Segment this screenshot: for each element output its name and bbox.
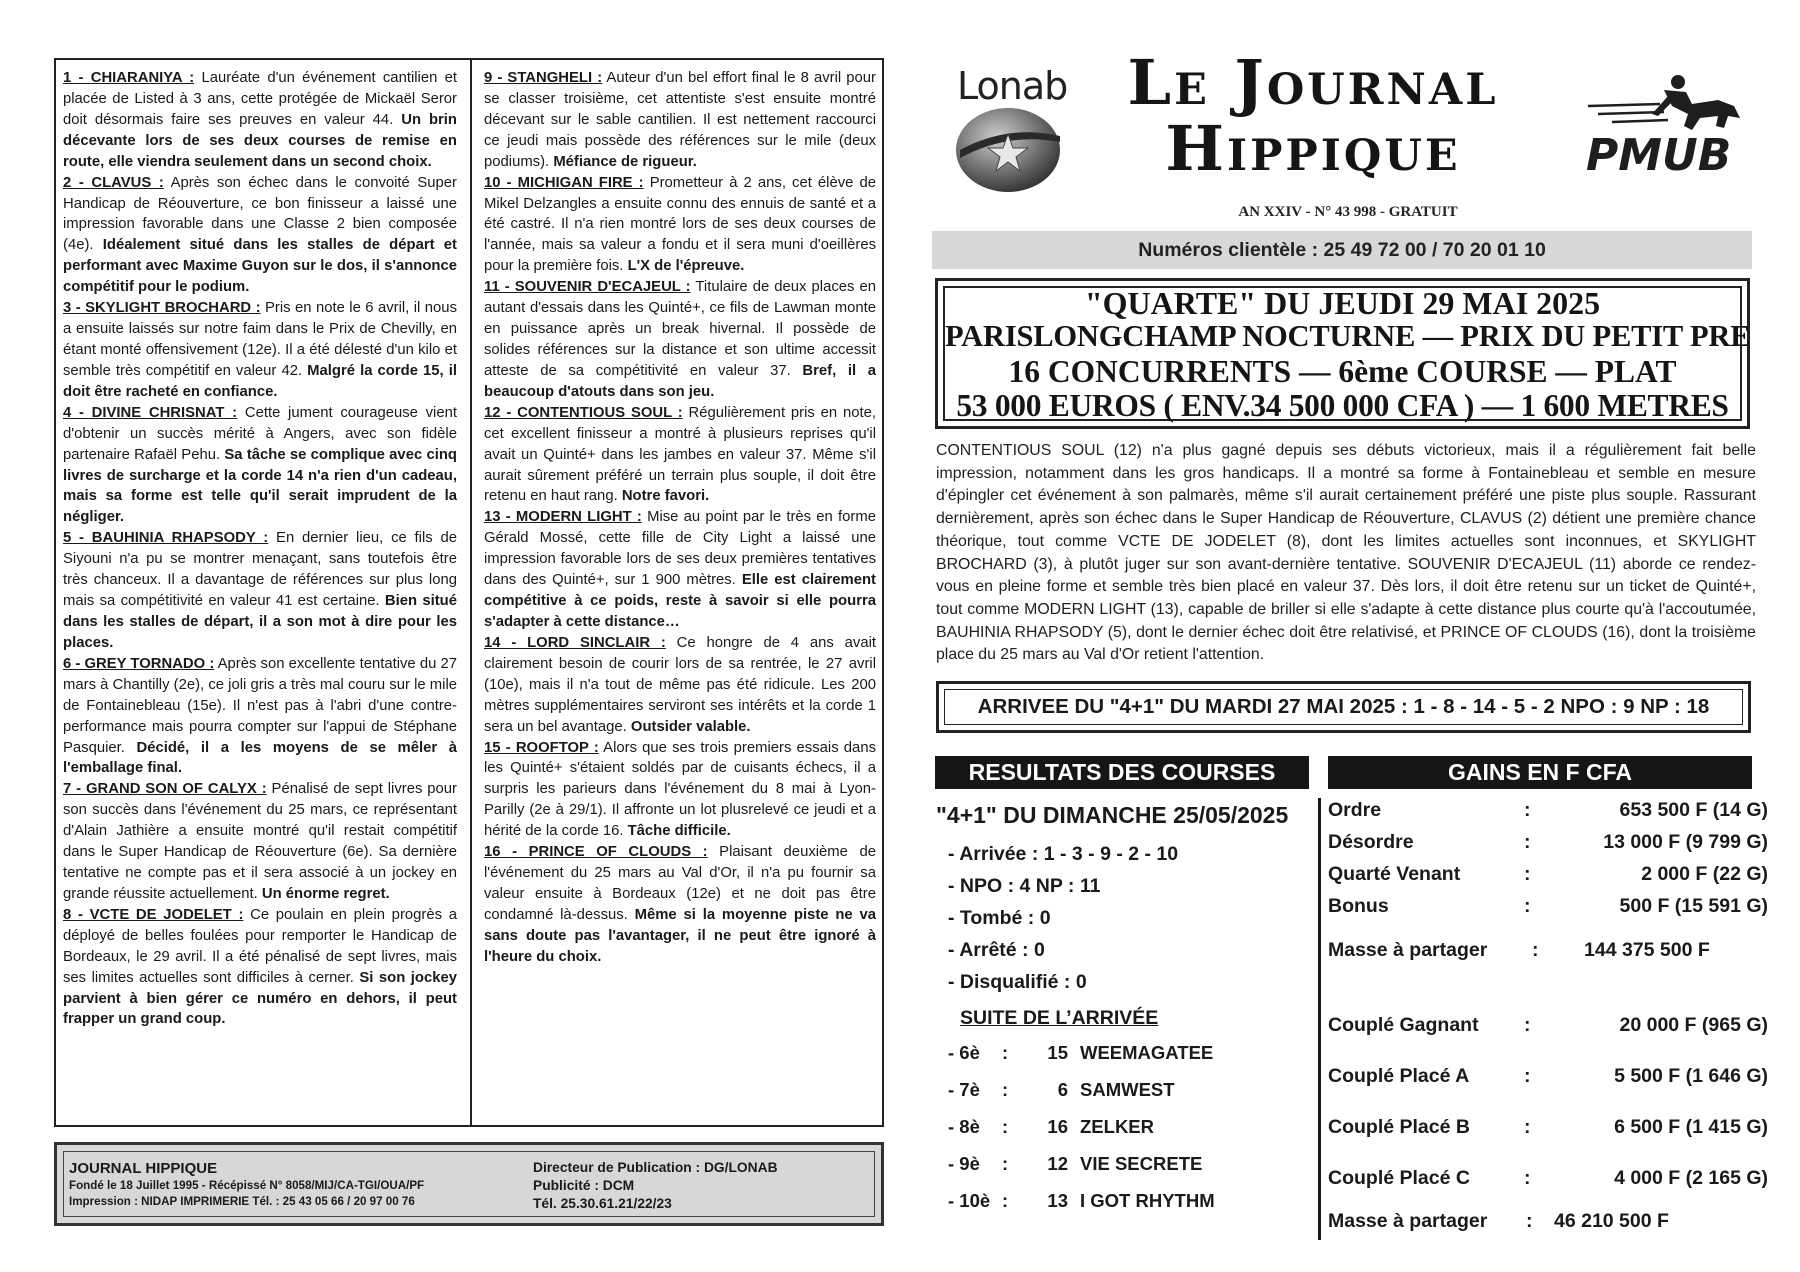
horse-verdict: Outsider valable.	[630, 718, 751, 735]
publication-footer	[54, 1142, 884, 1226]
suite-horse: WEEMAGATEE	[1080, 1042, 1214, 1063]
horse-comment: Après son échec dans le convoité Super Handicap de Réouverture, ce bon finisseur a laissé une impression favorable dans une Classe 2 bien composée (4e).	[63, 174, 457, 254]
horse-name: 13 - MODERN LIGHT :	[484, 509, 642, 526]
horse-verdict: Méfiance de rigueur.	[553, 153, 697, 170]
horse-name: 16 - PRINCE OF CLOUDS :	[484, 844, 708, 861]
horse-verdict: Elle est clairement compétitive à ce poids, reste à savoir si elle pourra s'adapter à cette distance…	[484, 572, 876, 630]
horse-name: 7 - GRAND SON OF CALYX :	[63, 781, 267, 798]
masthead-title-line-1: Le Journal	[1127, 46, 1499, 119]
horse-verdict: Tâche difficile.	[627, 823, 731, 840]
suite-colon: :	[1002, 1153, 1009, 1174]
gains-label: Quarté Venant	[1328, 863, 1461, 885]
gains-colon: :	[1524, 799, 1531, 821]
suite-rank: - 10è	[948, 1190, 991, 1211]
suite-horse: SAMWEST	[1080, 1079, 1175, 1100]
results-disqualifie: - Disqualifié : 0	[948, 971, 1087, 993]
horse-verdict: Un brin décevante lors de ses deux courses de remise en route, elle viendra seulement dans un second choix.	[63, 111, 457, 170]
suite-colon: :	[1002, 1190, 1009, 1211]
gains-value: 13 000 F (9 799 G)	[1603, 831, 1768, 853]
suite-rank: - 6è	[948, 1042, 980, 1063]
horse-comment: En dernier lieu, ce fils de Siyouni n'a pu se montrer menaçant, sans toutefois être très chanceux. Il a davantage de références sur plus long mais sa compétitivité en valeur 41 est certaine.	[63, 530, 458, 610]
gains-value: 6 500 F (1 415 G)	[1614, 1116, 1768, 1138]
gains-row	[1328, 939, 1768, 965]
lonab-logo-icon	[950, 106, 1070, 194]
horse-entry	[484, 68, 876, 173]
lonab-wordmark: Lonab	[957, 64, 1068, 108]
horse-verdict: Un énorme regret.	[261, 885, 390, 902]
results-arrivee: - Arrivée : 1 - 3 - 9 - 2 - 10	[948, 843, 1179, 865]
horse-name: 10 - MICHIGAN FIRE :	[484, 174, 644, 191]
gains-value: 4 000 F (2 165 G)	[1614, 1167, 1768, 1189]
quarte-purse-distance: 53 000 EUROS ( ENV.34 500 000 CFA ) — 1 600 METRES	[956, 388, 1729, 423]
suite-number: 12	[1047, 1153, 1068, 1174]
gains-row	[1328, 1065, 1768, 1091]
results-npo: - NPO : 4 NP : 11	[948, 875, 1101, 897]
suite-horse: ZELKER	[1080, 1116, 1154, 1137]
gains-label: Masse à partager	[1328, 939, 1488, 961]
gains-label: Couplé Placé A	[1328, 1065, 1470, 1087]
horse-name: 9 - STANGHELI :	[484, 70, 603, 86]
horse-verdict: Sa tâche se complique avec cinq livres de surcharge et la corde 14 n'a rien d'un cadeau, mais sa forme est telle qu'il serait imprudent de la négliger.	[63, 446, 457, 526]
column-divider	[470, 60, 472, 1125]
gains-label: Couplé Gagnant	[1328, 1014, 1479, 1036]
gains-row	[1328, 799, 1768, 825]
horse-entry	[63, 403, 457, 529]
horse-comment: Après son excellente tentative du 27 mars à Chantilly (2e), ce joli gris a très mal couru sur le mile de Fontainebleau (15e). Il n'est pas à l'abri d'une contre-performance mais pourra compter sur l'appui de Stéphane Pasquier.	[63, 655, 457, 756]
suite-rank: - 8è	[948, 1116, 980, 1137]
gains-row	[1328, 1014, 1768, 1040]
results-tombe: - Tombé : 0	[948, 907, 1051, 929]
horse-verdict: Notre favori.	[621, 488, 710, 505]
gains-colon: :	[1524, 895, 1531, 917]
suite-colon: :	[1002, 1042, 1009, 1063]
gains-colon: :	[1526, 1210, 1533, 1232]
suite-number: 16	[1047, 1116, 1068, 1137]
footer-director: Directeur de Publication : DG/LONAB	[533, 1160, 778, 1175]
horse-name: 2 - CLAVUS :	[63, 174, 164, 191]
gains-header: GAINS EN F CFA	[1328, 756, 1752, 789]
gains-row	[1328, 1116, 1768, 1142]
footer-telephone: Tél. 25.30.61.21/22/23	[533, 1196, 672, 1211]
gains-colon: :	[1524, 1014, 1531, 1036]
gains-colon: :	[1524, 863, 1531, 885]
suite-colon: :	[1002, 1116, 1009, 1137]
gains-value: 46 210 500 F	[1554, 1210, 1669, 1232]
horse-comment: Ce hongre de 4 ans avait clairement besoin de courir lors de sa rentrée, le 27 avril (10e), mais il n'a tout de même pas été ridicule. Les 200 mètres supplémentaires serviront ses intérêts et la corde 1 sera un bel avantage.	[484, 634, 876, 735]
gains-colon: :	[1524, 1065, 1531, 1087]
masthead-title	[1088, 46, 1538, 185]
gains-label: Ordre	[1328, 799, 1382, 821]
gains-colon: :	[1524, 1116, 1531, 1138]
suite-number: 15	[1047, 1042, 1068, 1063]
horse-comment: Cette jument courageuse vient d'obtenir un succès mérité à Angers, avec son fidèle partenaire Rafaël Pehu.	[63, 404, 457, 463]
gains-colon: :	[1524, 1167, 1531, 1189]
pmub-wordmark: PMUB	[1586, 130, 1732, 180]
quarte-venue-prize: PARISLONGCHAMP NOCTURNE — PRIX DU PETIT PRE	[945, 319, 1751, 353]
race-summary: CONTENTIOUS SOUL (12) n'a plus gagné depuis ses débuts victorieux, mais il a régulièrement fait belle impression, notamment dans les gros handicaps. Il a montré sa forme à Fontainebleau et semble en mesure d'épingler cet événement à son palmarès, même s'il aurait certainement préféré une piste plus souple. Rassurant dernièrement, après son échec dans le Super Handicap de Réouverture, CLAVUS (2) détient une première chance théorique, tout comme VCTE DE JODELET (8), dont les limites actuelles sont inconnues, et SKYLIGHT BROCHARD (3), à plutôt juger sur son avant-dernière tentative. SOUVENIR D'ECAJEUL (11) aborde ce rendez-vous en pleine forme et semble très bien placé en valeur 37. Dès lors, il doit être retenu sur un ticket de Quinté+, tout comme MODERN LIGHT (13), capable de briller si elle s'adapte à cette distance plus courte qu'à l'accoutumée, BAUHINIA RHAPSODY (5), dont le dernier échec doit être relativisé, et PRINCE OF CLOUDS (16), dont la troisième place du 25 mars au Val d'Or retient l'attention.	[936, 442, 1756, 664]
horse-verdict: Décidé, il a les moyens de se mêler à l'emballage final.	[63, 739, 458, 777]
horse-entry	[484, 738, 876, 843]
gains-colon: :	[1532, 939, 1539, 961]
commentary-column-1	[63, 68, 457, 1030]
gains-label: Couplé Placé C	[1328, 1167, 1470, 1189]
horse-verdict: Si son jockey parvient à bien gérer ce numéro en dehors, il peut frapper un grand coup.	[63, 969, 457, 1028]
horse-name: 6 - GREY TORNADO :	[63, 655, 215, 672]
footer-founded: Fondé le 18 Juillet 1995 - Récépissé N° 8058/MIJ/CA-TGI/OUA/PF	[69, 1179, 425, 1192]
horse-name: 1 - CHIARANIYA :	[63, 70, 195, 86]
gains-value: 2 000 F (22 G)	[1641, 863, 1768, 885]
horse-entry	[63, 905, 457, 1031]
gains-value: 500 F (15 591 G)	[1619, 895, 1768, 917]
horse-entry	[63, 173, 457, 299]
horse-name: 12 - CONTENTIOUS SOUL :	[484, 404, 683, 421]
results-arrete: - Arrêté : 0	[948, 939, 1045, 961]
horse-entry	[484, 842, 876, 968]
horse-entry	[484, 277, 876, 403]
gains-value: 5 500 F (1 646 G)	[1614, 1065, 1768, 1087]
horse-comment: Mise au point par le très en forme Gérald Mossé, cette fille de City Light a laissé une impression favorable lors de ses deux premières tentatives dans des Quinté+, sur 1 900 mètres.	[484, 509, 876, 589]
gains-value: 653 500 F (14 G)	[1619, 799, 1768, 821]
footer-contact-info	[533, 1159, 778, 1213]
horse-name: 8 - VCTE DE JODELET :	[63, 906, 244, 923]
horse-comment: Lauréate d'un événement cantilien et placée de Listed à 3 ans, cette protégée de Mickaël Seror doit désormais faire ses preuves en valeur 44.	[63, 70, 457, 128]
horse-comment: Alors que ses trois premiers essais dans les Quinté+ s'étaient soldés par de cuisants échecs, il a surpris les parieurs dans l'événement du 8 mai à Lyon-Parilly (2e à 29/1). Il affronte un lot plusrelevé ce jeudi et a hérité de la corde 16.	[484, 739, 876, 840]
footer-frame	[63, 1151, 875, 1217]
horse-comment: Ce poulain en plein progrès a déployé de belles foulées pour remporter le Handicap de Bordeaux, le 29 avril. Il a été pénalisé de sept livres, mais ses limites actuelles sont difficiles à cerner.	[63, 906, 457, 986]
horse-verdict: Malgré la corde 15, il doit être racheté en confiance.	[63, 362, 457, 400]
gains-row	[1328, 863, 1768, 889]
horse-entry	[63, 68, 457, 173]
results-header: RESULTATS DES COURSES	[935, 756, 1309, 789]
gains-value: 20 000 F (965 G)	[1619, 1014, 1768, 1036]
horse-name: 11 - SOUVENIR D'ECAJEUL :	[484, 279, 691, 296]
horse-entry	[63, 528, 457, 654]
gains-label: Couplé Placé B	[1328, 1116, 1470, 1138]
arrivee-result: ARRIVEE DU "4+1" DU MARDI 27 MAI 2025 : 1 - 8 - 14 - 5 - 2 NPO : 9 NP : 18	[944, 689, 1743, 725]
horse-verdict: Même si la moyenne piste ne va sans doute pas l'avantager, il ne peut être ignoré à l'heure du choix.	[484, 906, 876, 965]
footer-printing: Impression : NIDAP IMPRIMERIE Tél. : 25 43 05 66 / 20 97 00 76	[69, 1195, 415, 1208]
gains-row	[1328, 1167, 1768, 1193]
gains-colon: :	[1524, 831, 1531, 853]
horse-name: 15 - ROOFTOP :	[484, 739, 599, 756]
gains-row	[1328, 831, 1768, 857]
commentary-column-2	[484, 68, 876, 968]
masthead-title-line-2: Hippique	[1165, 112, 1461, 185]
suite-arrivee-title: SUITE DE L’ARRIVÉE	[960, 1007, 1159, 1029]
horse-name: 14 - LORD SINCLAIR :	[484, 634, 666, 651]
gains-value: 144 375 500 F	[1584, 939, 1710, 961]
arrivee-box	[936, 681, 1751, 733]
gains-label: Bonus	[1328, 895, 1389, 917]
footer-publicite: Publicité : DCM	[533, 1178, 635, 1193]
horse-comment: Prometteur à 2 ans, cet élève de Mikel Delzangles a ensuite connu des ennuis de santé et a été castré. Il n'a rien montré lors de ses deux courses de l'année, mais sa valeur a fondu et il sera muni d'oeillères pour la première fois.	[484, 174, 877, 275]
horse-comment: Plaisant deuxième de l'événement du 25 mars au Val d'Or, il n'a pu fournir sa valeur ensuite à Bordeaux (12e) et ne doit pas être condamné là-dessus.	[484, 844, 876, 923]
horse-name: 3 - SKYLIGHT BROCHARD :	[63, 300, 261, 317]
suite-rank: - 9è	[948, 1153, 980, 1174]
horse-entry	[63, 779, 457, 905]
horse-comment: Auteur d'un bel effort final le 8 avril pour se classer troisième, cet attentiste s'est ensuite montré décevant sur le sable cantilien. Il est nettement raccourci ce jeudi mais possède des références sur le mile (deux podiums).	[484, 70, 876, 170]
gains-row	[1328, 1210, 1768, 1236]
client-phone-numbers: Numéros clientèle : 25 49 72 00 / 70 20 01 10	[932, 231, 1752, 269]
horse-entry	[484, 403, 876, 508]
horse-name: 4 - DIVINE CHRISNAT :	[63, 404, 238, 421]
gains-label: Masse à partager	[1328, 1210, 1488, 1232]
horse-name: 5 - BAUHINIA RHAPSODY :	[63, 530, 269, 547]
gains-row	[1328, 895, 1768, 921]
horse-comment: Titulaire de deux places en autant d'essais dans les Quinté+, ce fils de Lawman monte en puissance après un break hivernal. Il possède de solides références sur la distance et son ultime accessit atteste de sa compétitivité en valeur 37.	[484, 279, 876, 379]
horse-comment: Régulièrement pris en note, cet excellent finisseur a montré à plusieurs reprises qu'il avait un Quinté+ dans les jambes en valeur 37. Même s'il aurait sûrement préféré un terrain plus souple, il doit être retenu en haut rang.	[484, 404, 876, 505]
suite-horse: I GOT RHYTHM	[1080, 1190, 1215, 1211]
footer-publisher-info	[69, 1159, 424, 1210]
horse-entry	[63, 298, 457, 403]
suite-horse: VIE SECRETE	[1080, 1153, 1203, 1174]
suite-number: 13	[1047, 1190, 1068, 1211]
quarte-header-box	[935, 278, 1750, 429]
horse-verdict: Bien situé dans les stalles de départ, il a son mot à dire pour les places.	[63, 593, 457, 651]
horse-verdict: L'X de l'épreuve.	[627, 258, 745, 275]
suite-colon: :	[1002, 1079, 1009, 1100]
quarte-date: "QUARTE" DU JEUDI 29 MAI 2025	[1084, 285, 1601, 321]
horse-comment: Pénalisé de sept livres pour son succès dans l'événement du 25 mars, ce représentant d'Alain Jathière a ensuite montré qu'il restait compétitif dans le Super Handicap de Réouverture (6e). Sa dernière tentative ne compte pas et il sera associé à un jockey en grande réussite actuellement.	[63, 781, 457, 902]
gains-divider	[1318, 798, 1321, 1240]
gains-label: Désordre	[1328, 831, 1414, 853]
issue-number: AN XXIV - N° 43 998 - GRATUIT	[1238, 204, 1458, 220]
horse-entry	[484, 633, 876, 738]
horse-verdict: Idéalement situé dans les stalles de départ et performant avec Maxime Guyon sur le dos, il s'annonce compétitif pour le podium.	[63, 237, 457, 296]
quarte-header-frame	[943, 285, 1751, 423]
horse-commentary-box	[54, 58, 884, 1127]
footer-title: JOURNAL HIPPIQUE	[69, 1160, 218, 1177]
horse-entry	[484, 173, 876, 278]
horse-comment: Pris en note le 6 avril, il nous a ensuite laissés sur notre faim dans le Prix de Chevilly, en étant monté offensivement (12e). Il a été délesté d'un kilo et semble très compétitif en valeur 42.	[63, 300, 457, 379]
pmub-logo-icon	[1568, 70, 1748, 180]
horse-entry	[484, 507, 876, 633]
horse-verdict: Bref, il a beaucoup d'atouts dans son jeu.	[484, 362, 876, 400]
horse-entry	[63, 654, 457, 780]
quarte-race-info: 16 CONCURRENTS — 6ème COURSE — PLAT	[1008, 354, 1677, 389]
suite-rank: - 7è	[948, 1079, 980, 1100]
suite-number: 6	[1057, 1079, 1068, 1100]
results-subtitle: "4+1" DU DIMANCHE 25/05/2025	[936, 802, 1289, 828]
